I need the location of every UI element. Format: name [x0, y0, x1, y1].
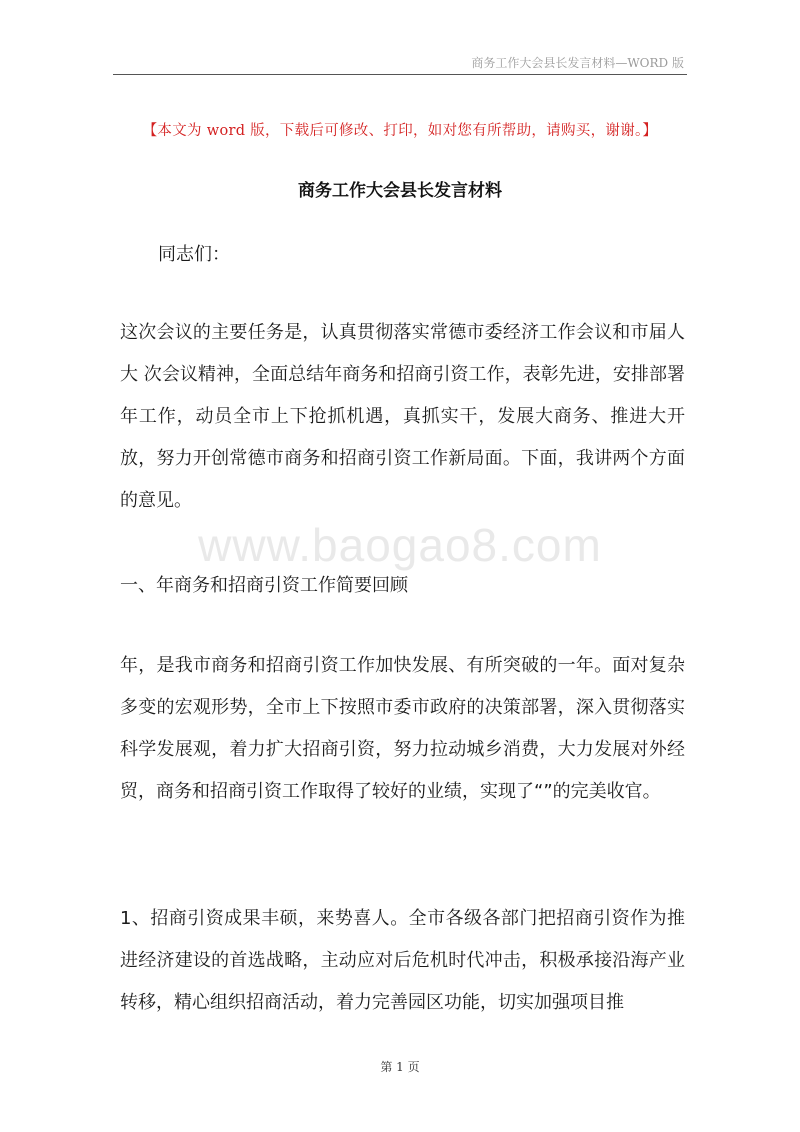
watermark: www.baogao8.com [198, 519, 602, 571]
body-paragraph: 年，是我市商务和招商引资工作加快发展、有所突破的一年。面对复杂多变的宏观形势，全市上下按照市委市政府的决策部署，深入贯彻落实科学发展观，着力扩大招商引资，努力拉动城乡消费，大力发展对外经贸，商务和招商引资工作取得了较好的业绩，实现了“”的完美收官。 [120, 655, 685, 802]
section-heading: 一、年商务和招商引资工作简要回顾 [120, 575, 408, 596]
body-paragraph: 1、招商引资成果丰硕，来势喜人。全市各级各部门把招商引资作为推进经济建设的首选战略，主动应对后危机时代冲击，积极承接沿海产业转移，精心组织招商活动，着力完善园区功能，切实加强项目推 [120, 908, 685, 1013]
header-divider [113, 74, 687, 75]
document-title: 商务工作大会县长发言材料 [298, 181, 502, 201]
download-notice: 【本文为 word 版，下载后可修改、打印，如对您有所帮助，请购买，谢谢。】 [142, 123, 658, 139]
page-number: 第 1 页 [380, 1060, 420, 1074]
salutation: 同志们： [158, 244, 230, 265]
running-header: 商务工作大会县长发言材料—WORD 版 [471, 56, 684, 70]
body-paragraph: 这次会议的主要任务是，认真贯彻落实常德市委经济工作会议和市届人大 次会议精神，全面总结年商务和招商引资工作，表彰先进，安排部署年工作，动员全市上下抢抓机遇，真抓实干，发展大商务、推进大开放，努力开创常德市商务和招商引资工作新局面。下面，我讲两个方面的意见。 [120, 322, 685, 511]
